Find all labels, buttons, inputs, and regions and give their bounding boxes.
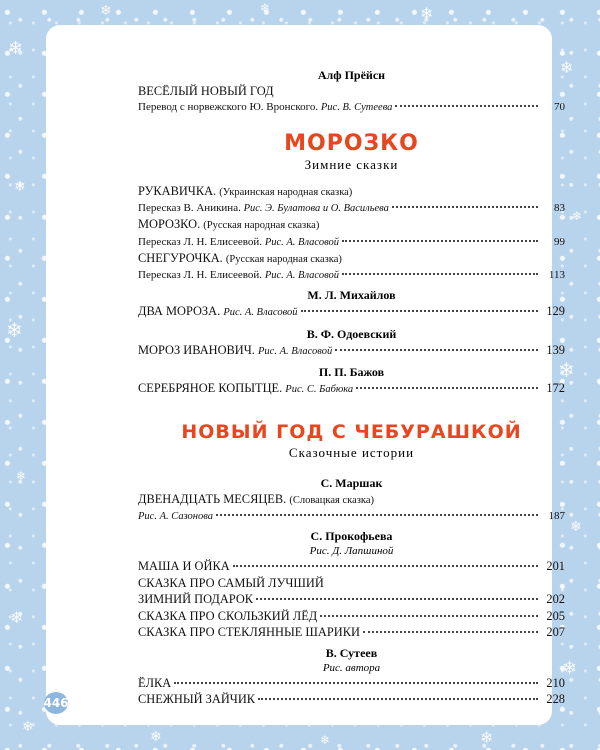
dot-leader [233,564,538,567]
dot-leader [320,614,538,617]
toc-entry[interactable] [138,575,565,592]
story-note: (Русская народная сказка) [203,220,320,231]
dot-leader [258,697,538,700]
toc-entry[interactable] [138,342,565,361]
page-number: 202 [546,592,565,606]
story-title: СНЕГУРОЧКА. [138,250,223,265]
page-number: 205 [546,608,565,623]
toc-entry[interactable] [138,380,565,399]
page-number: 139 [546,342,565,357]
story-title: РУКАВИЧКА. [138,183,217,198]
snowflake-icon: ❄ [8,38,24,59]
story-title: МОРОЗ ИВАНОВИЧ. [138,342,255,357]
toc-entry[interactable] [138,183,565,202]
toc-entry[interactable] [138,675,565,692]
dot-leader [342,272,538,275]
story-note: (Русская народная сказка) [225,253,342,265]
dot-leader [301,309,539,312]
author-name: Алф Прёйсн [317,68,386,82]
snowflake-icon: ❄ [100,3,112,19]
toc-entry-credit[interactable] [138,235,565,250]
illustrator-credit: Рис. автора [322,661,381,674]
snowflake-icon: ❄ [16,469,27,483]
illustrator-credit: Рис. Э. Булатова и О. Васильева [243,203,389,214]
toc-entry-credit[interactable] [138,268,565,283]
snowflake-icon: ❄ [558,358,575,382]
toc-entry[interactable] [138,216,565,235]
dot-leader [392,205,538,208]
section-title: МОРОЗКО [284,130,419,156]
dot-leader [174,681,538,684]
snowflake-icon: ❄ [562,658,578,679]
author-name: П. П. Бажов [318,365,385,379]
story-title: СКАЗКА ПРО СКОЛЬЗКИЙ ЛЁД [138,608,318,623]
page-number: 113 [548,269,565,281]
story-title: ВЕСЁЛЫЙ НОВЫЙ ГОД [138,84,274,98]
story-title: ЗИМНИЙ ПОДАРОК [138,592,254,606]
page-number: 210 [546,675,565,690]
toc-entry[interactable] [138,303,565,322]
illustrator-credit: Рис. А. Сазонова [138,511,213,522]
toc-entry[interactable] [138,100,565,115]
snowflake-icon: ❄ [22,719,34,735]
page-number: 83 [554,202,565,214]
dot-leader [335,348,538,351]
story-title: МОРОЗКО. [138,217,201,231]
snowflake-icon: ❄ [10,608,24,627]
toc-entry[interactable] [138,491,565,510]
author-name: М. Л. Михайлов [307,288,396,302]
translation-credit: Перевод с норвежского Ю. Вронского. [138,100,319,113]
illustrator-credit: Рис. С. Бабюка [285,384,354,395]
illustrator-credit: Рис. А. Власовой [223,307,298,318]
retell-credit: Пересказ Л. Н. Елисеевой. [138,235,263,248]
page-number: 172 [546,381,565,395]
author-name: В. Сутеев [325,645,378,660]
story-note: (Украинская народная сказка) [219,186,353,198]
toc-entry[interactable] [138,250,565,269]
section-title: НОВЫЙ ГОД С ЧЕБУРАШКОЙ [181,420,522,443]
page-number: 228 [546,692,565,706]
dot-leader [256,597,538,600]
snowflake-icon: ❄ [560,58,574,77]
dot-leader [356,386,538,389]
snowflake-icon: ❄ [420,4,434,23]
page-folio: 446 [44,692,68,714]
story-title: СКАЗКА ПРО САМЫЙ ЛУЧШИЙ [138,575,324,590]
snowflake-icon: ❄ [480,728,494,747]
illustrator-credit: Рис. В. Сутеева [320,101,393,113]
page-number: 70 [554,100,565,113]
snowflake-icon: ❄ [150,729,162,745]
snowflake-icon: ❄ [6,318,23,342]
toc-entry[interactable] [138,591,565,608]
toc-entry-credit[interactable] [138,509,565,524]
page-number: 207 [546,625,565,639]
story-title: ДВЕНАДЦАТЬ МЕСЯЦЕВ. [138,491,287,506]
author-name: С. Маршак [320,475,383,490]
retell-credit: Пересказ В. Аникина. [138,202,241,214]
dot-leader [363,630,538,633]
section-subtitle: Сказочные истории [288,444,415,460]
spacer [138,173,565,183]
toc-entry[interactable] [138,624,565,641]
story-title: СКАЗКА ПРО СТЕКЛЯННЫЕ ШАРИКИ [138,625,360,639]
snowflake-icon: ❄ [570,519,582,535]
dot-leader [342,239,538,242]
page-number: 99 [554,235,565,248]
contents-column [138,63,565,708]
retell-credit: Пересказ Л. Н. Елисеевой. [138,269,263,281]
illustrator-credit: Рис. Д. Лапшиной [309,545,394,557]
dot-leader [395,104,538,107]
author-name: С. Прокофьева [310,529,393,543]
illustrator-credit: Рис. А. Власовой [264,236,339,248]
story-title: ДВА МОРОЗА. [138,304,221,318]
story-title: ЁЛКА [138,675,172,690]
story-title: СЕРЕБРЯНОЕ КОПЫТЦЕ. [138,381,283,395]
story-title: МАША И ОЙКА [138,559,230,573]
snowflake-icon: ❄ [14,179,26,195]
spacer [138,461,565,471]
toc-entry[interactable] [138,83,565,100]
story-title: СНЕЖНЫЙ ЗАЙЧИК [138,692,256,706]
toc-entry[interactable] [138,558,565,575]
page-number: 129 [546,304,565,318]
dot-leader [216,513,538,516]
section-subtitle: Зимние сказки [304,156,399,172]
story-note: (Словацкая сказка) [289,494,374,506]
illustrator-credit: Рис. А. Власовой [258,345,333,357]
illustrator-credit: Рис. А. Власовой [264,270,339,281]
toc-entry-credit[interactable] [138,201,565,216]
toc-entry[interactable] [138,691,565,708]
snowflake-icon: ❄ [260,1,271,15]
snowflake-icon: ❄ [320,733,331,747]
toc-entry[interactable] [138,608,565,625]
snowflake-icon: ❄ [572,209,583,223]
contents-page [46,25,565,725]
author-name: В. Ф. Одоевский [306,326,397,341]
page-number: 187 [548,510,565,522]
page-number: 201 [546,559,565,573]
